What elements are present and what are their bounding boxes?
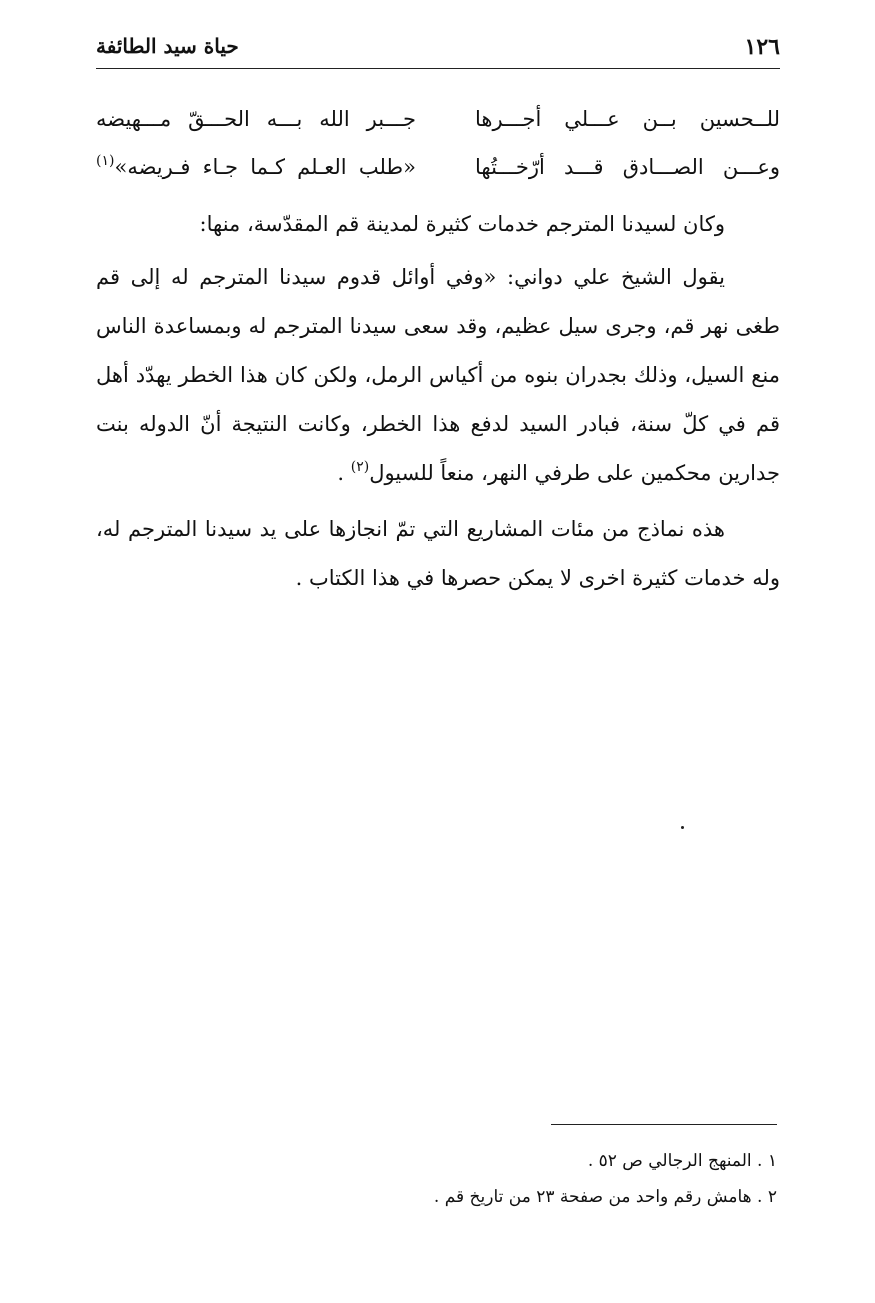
hemistich-second-text: جـــبر الله بـــه الحـــقّ مـــهيضه (96, 107, 416, 131)
paragraph-quote (96, 253, 780, 501)
hemistich-second-text: «طلب العـلم كـما جـاء فـريضه» (114, 155, 416, 179)
hemistich-first: وعـــن الصـــادق قـــد أرّخـــتُها (475, 155, 780, 179)
footnote: ٢ . هامش رقم واحد من صفحة ٢٣ من تاريخ قم . (433, 1187, 777, 1207)
page-header (96, 30, 780, 69)
stray-dot (681, 826, 684, 829)
paragraph-text: يقول الشيخ علي دواني: «وفي أوائل قدوم سيدنا المترجم له إلى قم طغى نهر قم، وجرى سيل عظيم، وقد سعى سيدنا المترجم له وبمساعدة الناس منع السيل، وذلك بجدران بنوه من أكياس الرمل، ولكن كان هذا الخطر يهدّد أهل قم في كلّ سنة، فبادر السيد لدفع هذا الخطر، وكانت النتيجة أنّ الدوله بنت جدارين محكمين على طرفي النهر، منعاً للسيول (96, 265, 780, 485)
page-number: ١٢٦ (744, 34, 780, 60)
poem-verse (96, 103, 780, 151)
footnote-marker: (١) (96, 153, 115, 169)
footnotes (96, 1143, 777, 1215)
paragraph-end: . (337, 461, 351, 485)
running-title: حياة سيد الطائفة (96, 34, 239, 58)
paragraph: وكان لسيدنا المترجم خدمات كثيرة لمدينة قم المقدّسة، منها: (199, 212, 725, 236)
footnote: ١ . المنهج الرجالي ص ٥٢ . (587, 1151, 777, 1171)
footnote-separator (551, 1124, 777, 1125)
hemistich-first: للــحسين بــن عـــلي أجـــرها (475, 107, 780, 131)
poem (96, 103, 780, 199)
hemistich-second (96, 107, 416, 131)
paragraph: هذه نماذج من مئات المشاريع التي تمّ انجازها على يد سيدنا المترجم له، وله خدمات كثيرة اخرى لا يمكن حصرها في هذا الكتاب . (96, 517, 780, 590)
poem-verse (96, 151, 780, 199)
footnote-marker: (٢) (350, 459, 370, 475)
hemistich-second (96, 155, 416, 179)
body-text (96, 200, 780, 603)
